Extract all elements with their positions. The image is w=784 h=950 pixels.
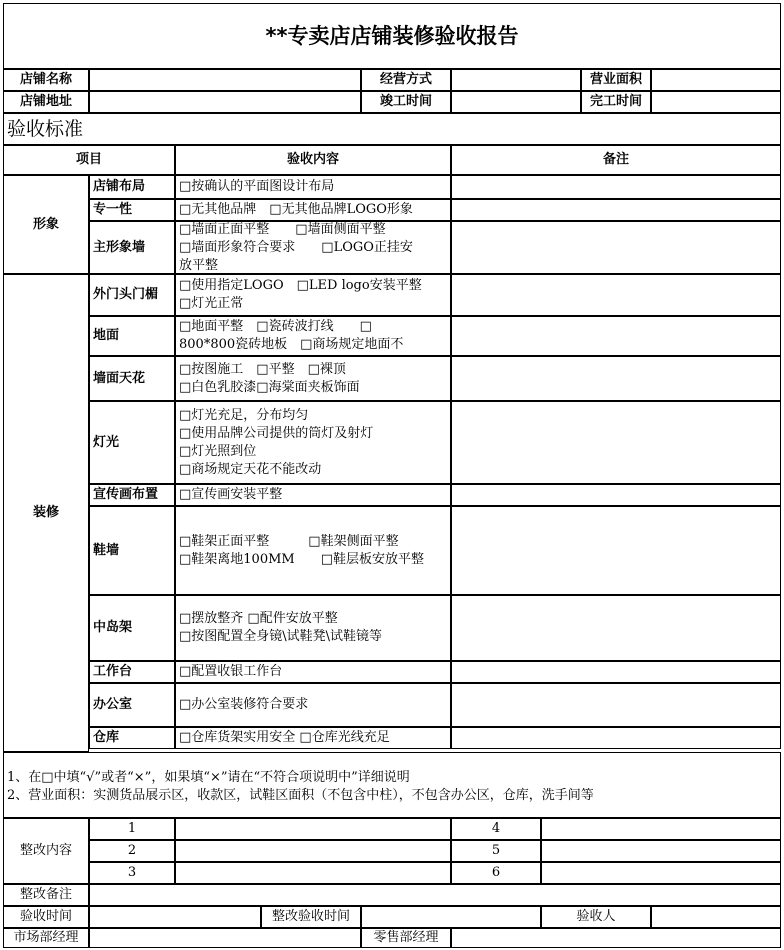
acceptance-report-sheet <box>3 3 781 948</box>
retail-manager-field[interactable] <box>451 928 781 948</box>
content-line: □白色乳胶漆□海棠面夹板饰面 <box>179 379 360 395</box>
rectify-field-4[interactable] <box>541 818 781 840</box>
content-line: □地面平整 □瓷砖波打线 □ <box>179 319 372 334</box>
row-item-remark[interactable] <box>451 175 781 199</box>
row-item-name: 外门头门楣 <box>89 274 175 316</box>
business-area-field[interactable] <box>651 69 781 91</box>
section-image: 形象 <box>3 175 89 274</box>
row-item-remark[interactable] <box>451 727 781 749</box>
content-line: □商场规定天花不能改动 <box>179 461 322 477</box>
row-item-content[interactable] <box>175 506 451 595</box>
acceptor-label: 验收人 <box>541 906 651 928</box>
rectify-field-5[interactable] <box>541 840 781 862</box>
rectify-accept-time-field[interactable] <box>361 906 541 928</box>
section-decoration: 装修 <box>3 274 89 752</box>
row-item-name: 中岛架 <box>89 595 175 661</box>
acceptor-field[interactable] <box>651 906 781 928</box>
rectify-field-1[interactable] <box>175 818 451 840</box>
header-content: 验收内容 <box>175 145 451 175</box>
content-line: □按确认的平面图设计布局 <box>179 179 335 194</box>
rectify-num-4: 4 <box>451 818 541 840</box>
rectify-field-6[interactable] <box>541 862 781 884</box>
content-line: □摆放整齐 □配件安放平整 <box>179 611 338 626</box>
content-line: □灯光正常 <box>179 296 244 311</box>
row-item-name: 地面 <box>89 316 175 356</box>
rectify-num-1: 1 <box>89 818 175 840</box>
row-item-name: 办公室 <box>89 683 175 727</box>
row-item-remark[interactable] <box>451 316 781 356</box>
row-item-remark[interactable] <box>451 506 781 595</box>
row-item-name: 主形象墙 <box>89 221 175 274</box>
header-item: 项目 <box>3 145 175 175</box>
rectify-field-2[interactable] <box>175 840 451 862</box>
content-line: □仓库货架实用安全 □仓库光线充足 <box>179 730 390 745</box>
content-line: □灯光充足，分布均匀 <box>179 407 309 423</box>
row-item-content[interactable] <box>175 274 451 316</box>
retail-manager-label: 零售部经理 <box>361 928 451 948</box>
notes-block <box>3 752 781 818</box>
row-item-remark[interactable] <box>451 683 781 727</box>
mall-manager-label: 市场部经理 <box>3 928 89 948</box>
business-mode-field[interactable] <box>451 69 581 91</box>
content-line: □配置收银工作台 <box>179 664 283 679</box>
content-line: □使用指定LOGO □LED logo安装平整 <box>179 278 422 293</box>
content-line: 放平整 <box>179 257 219 273</box>
row-item-content[interactable] <box>175 316 451 356</box>
row-item-name: 仓库 <box>89 727 175 749</box>
finish-time-label: 完工时间 <box>581 91 651 113</box>
content-line: □按图施工 □平整 □裸顶 <box>179 361 346 377</box>
rectify-accept-time-label: 整改验收时间 <box>261 906 361 928</box>
accept-time-label: 验收时间 <box>3 906 89 928</box>
row-item-content[interactable] <box>175 221 451 274</box>
row-item-content[interactable] <box>175 683 451 727</box>
content-line: □鞋架离地100MM □鞋层板安放平整 <box>179 551 425 567</box>
completion-time-field[interactable] <box>451 91 581 113</box>
content-line: □按图配置全身镜\试鞋凳\试鞋镜等 <box>179 629 383 644</box>
business-area-label: 营业面积 <box>581 69 651 91</box>
row-item-name: 墙面天花 <box>89 356 175 401</box>
content-line: □灯光照到位 <box>179 443 257 459</box>
row-item-content[interactable] <box>175 727 451 749</box>
mall-manager-field[interactable] <box>89 928 361 948</box>
row-item-content[interactable] <box>175 661 451 683</box>
rectify-field-3[interactable] <box>175 862 451 884</box>
row-item-remark[interactable] <box>451 199 781 221</box>
row-item-remark[interactable] <box>451 661 781 683</box>
row-item-content[interactable] <box>175 356 451 401</box>
rectify-num-3: 3 <box>89 862 175 884</box>
finish-time-field[interactable] <box>651 91 781 113</box>
business-mode-label: 经营方式 <box>361 69 451 91</box>
rectify-num-6: 6 <box>451 862 541 884</box>
note-2: 2、营业面积：实测货品展示区，收款区，试鞋区面积（不包含中柱），不包含办公区，仓库，洗手间等 <box>7 788 594 803</box>
row-item-content[interactable] <box>175 401 451 484</box>
accept-time-field[interactable] <box>89 906 261 928</box>
content-line: □鞋架正面平整 □鞋架侧面平整 <box>179 533 399 549</box>
row-item-name: 专一性 <box>89 199 175 221</box>
row-item-remark[interactable] <box>451 484 781 506</box>
header-remark: 备注 <box>451 145 781 175</box>
row-item-remark[interactable] <box>451 356 781 401</box>
content-line: □墙面正面平整 □墙面侧面平整 <box>179 221 386 237</box>
rectify-remark-field[interactable] <box>89 884 781 906</box>
content-line: □墙面形象符合要求 □LOGO正挂安 <box>179 239 413 255</box>
row-item-name: 鞋墙 <box>89 506 175 595</box>
store-name-label: 店铺名称 <box>3 69 89 91</box>
row-item-remark[interactable] <box>451 595 781 661</box>
rectify-num-2: 2 <box>89 840 175 862</box>
row-item-name: 灯光 <box>89 401 175 484</box>
row-item-content[interactable] <box>175 484 451 506</box>
row-item-remark[interactable] <box>451 274 781 316</box>
completion-time-label: 竣工时间 <box>361 91 451 113</box>
content-line: □使用品牌公司提供的筒灯及射灯 <box>179 425 374 441</box>
row-item-name: 工作台 <box>89 661 175 683</box>
row-item-name: 宣传画布置 <box>89 484 175 506</box>
content-line: □办公室装修符合要求 <box>179 697 309 712</box>
standard-title: 验收标准 <box>3 113 781 145</box>
store-address-label: 店铺地址 <box>3 91 89 113</box>
report-title: **专卖店店铺装修验收报告 <box>3 3 781 69</box>
row-item-content[interactable] <box>175 175 451 199</box>
content-line: 800*800瓷砖地板 □商场规定地面不 <box>179 337 404 352</box>
rectify-label: 整改内容 <box>3 818 89 884</box>
store-name-field[interactable] <box>89 69 361 91</box>
row-item-content[interactable] <box>175 199 451 221</box>
row-item-content[interactable] <box>175 595 451 661</box>
row-item-remark[interactable] <box>451 221 781 274</box>
rectify-num-5: 5 <box>451 840 541 862</box>
content-line: □宣传画安装平整 <box>179 487 283 502</box>
store-address-field[interactable] <box>89 91 361 113</box>
note-1: 1、在□中填“√”或者“×”，如果填“×”请在“不符合项说明中”详细说明 <box>7 770 410 785</box>
content-line: □无其他品牌 □无其他品牌LOGO形象 <box>179 202 413 217</box>
rectify-remark-label: 整改备注 <box>3 884 89 906</box>
row-item-remark[interactable] <box>451 401 781 484</box>
row-item-name: 店铺布局 <box>89 175 175 199</box>
